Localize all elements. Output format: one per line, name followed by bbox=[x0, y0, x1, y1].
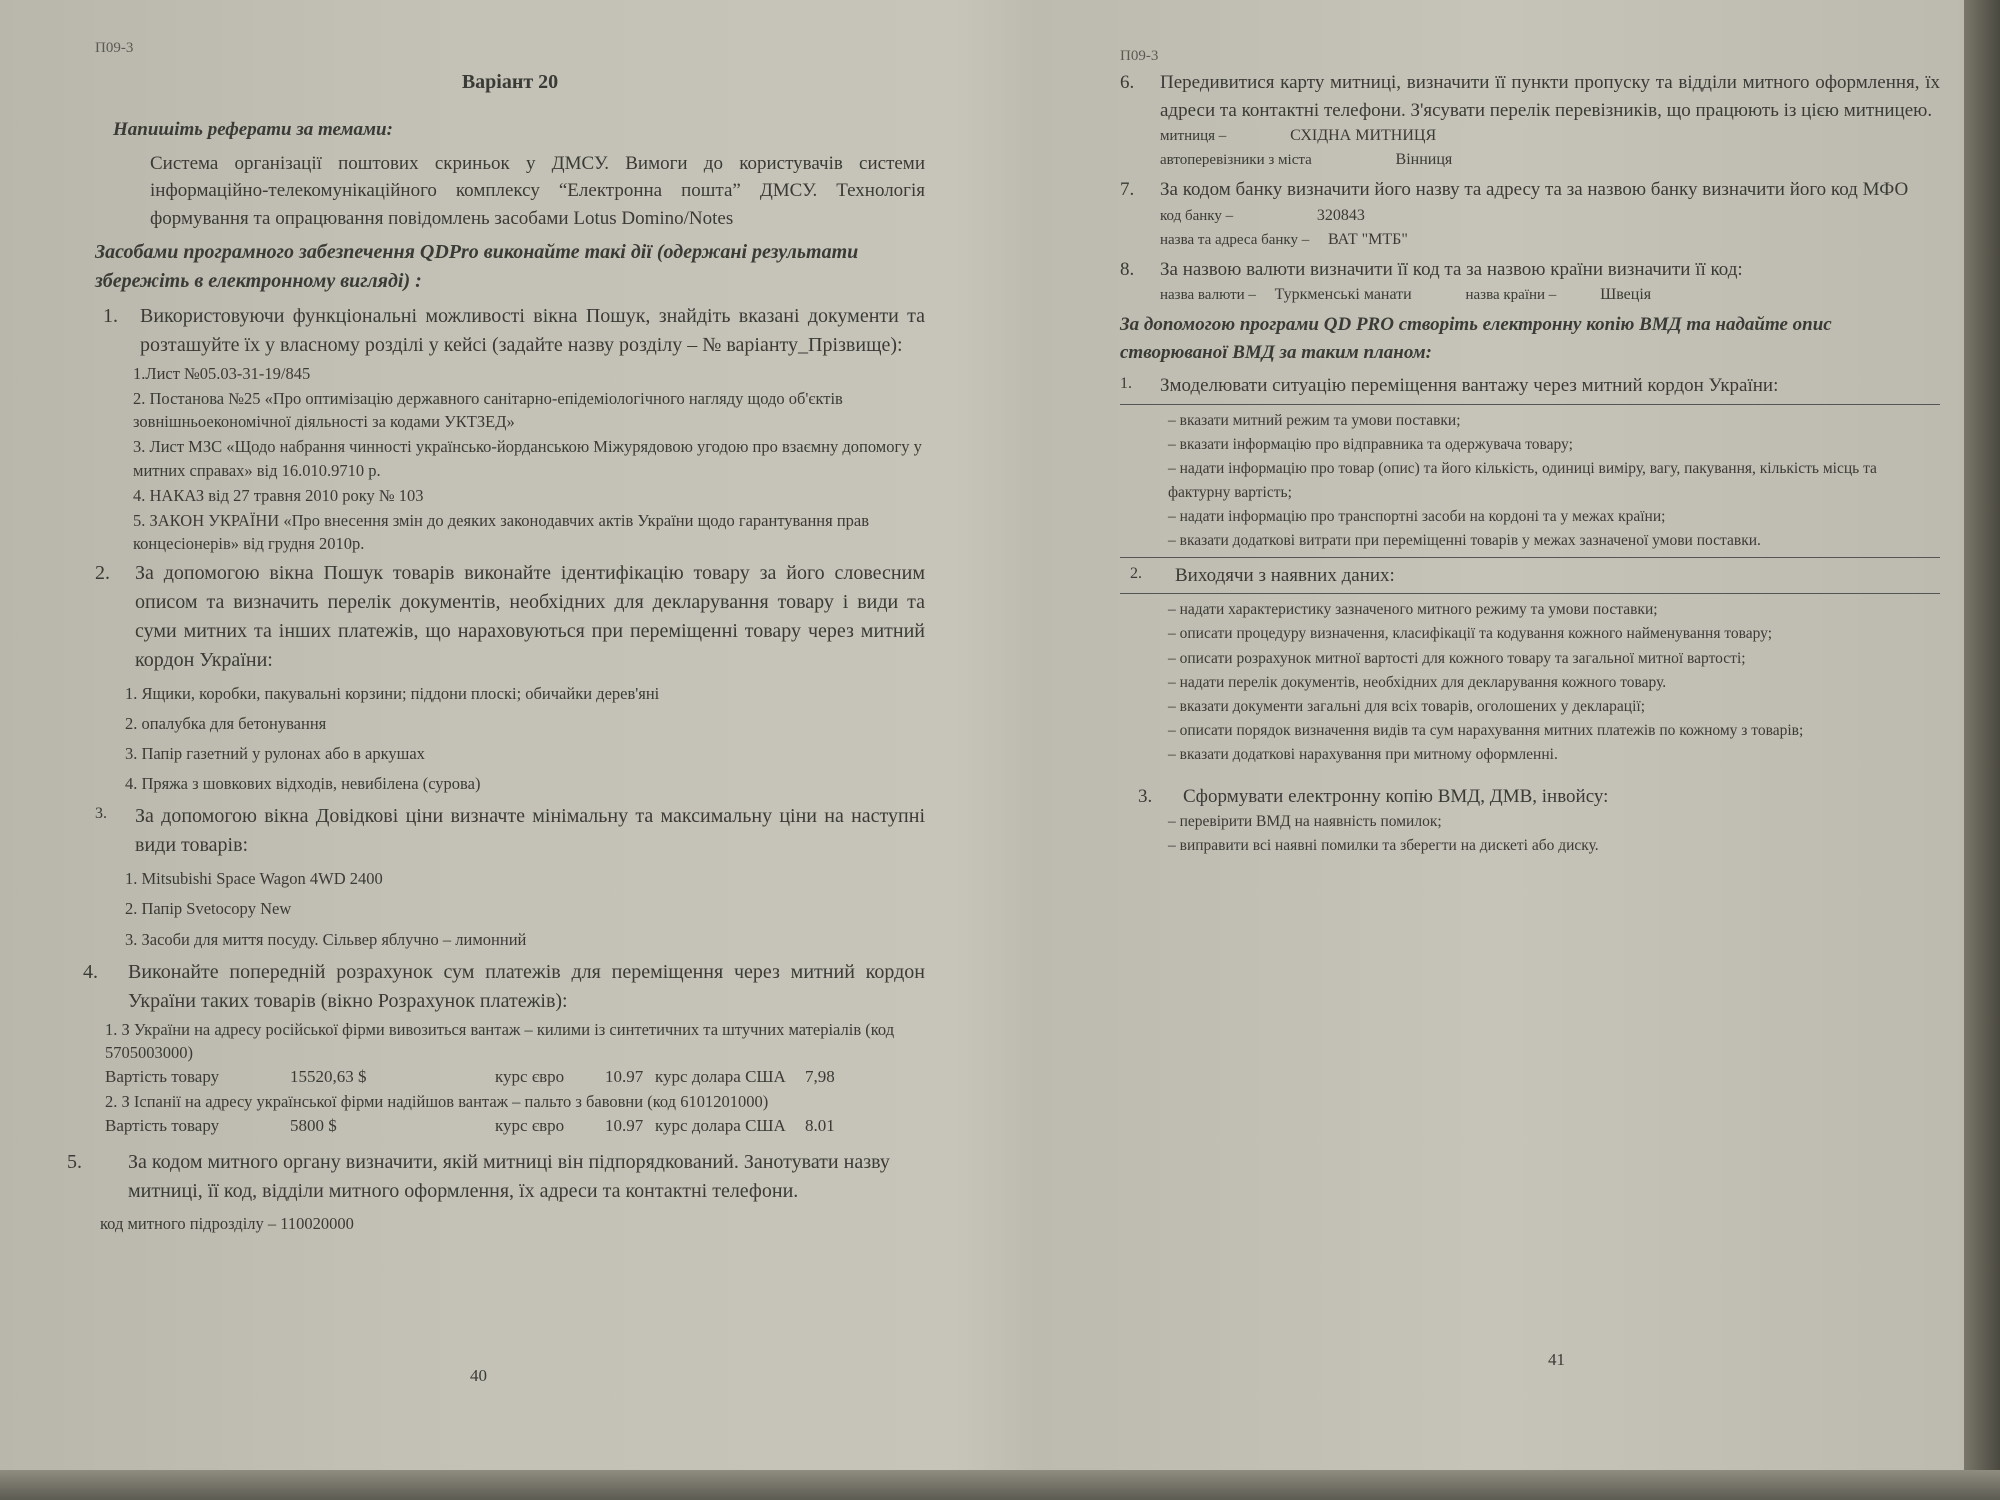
task-number: 6. bbox=[1120, 72, 1135, 93]
euro-rate: 10.97 bbox=[605, 1115, 644, 1135]
task-item-6 bbox=[1120, 69, 1940, 124]
plan-item-3 bbox=[1120, 783, 1940, 811]
euro-rate-label: курс євро bbox=[495, 1115, 565, 1135]
plan-2-point: – вказати документи загальні для всіх товарів, оголошених у декларації; bbox=[1168, 697, 1646, 715]
task-number: 1. bbox=[103, 305, 118, 328]
field-label: назва та адреса банку – bbox=[1160, 231, 1310, 248]
customs-unit-code: код митного підрозділу – 110020000 bbox=[100, 1213, 354, 1233]
divider bbox=[1120, 404, 1940, 405]
page-code: П09-3 bbox=[1120, 48, 1159, 64]
divider bbox=[1120, 593, 1940, 594]
page-number: 40 bbox=[470, 1366, 487, 1385]
plan-number: 1. bbox=[1120, 375, 1132, 393]
form-field bbox=[1160, 228, 1940, 252]
task-number: 4. bbox=[83, 960, 98, 983]
task-text: Використовуючи функціональні можливості вікна Пошук, знайдіть вказані документи та розташуйте їх у власному розділі у кейсі (задайте назву розділу – № варіанту_Прізвище): bbox=[140, 305, 925, 357]
plan-item-2 bbox=[1120, 562, 1940, 590]
field-value: Туркменські манати bbox=[1274, 286, 1412, 304]
plan-number: 3. bbox=[1138, 785, 1153, 807]
task-text: За допомогою вікна Довідкові ціни визначте мінімальну та максимальну ціни на наступні види товарів: bbox=[135, 805, 925, 857]
right-page bbox=[1120, 48, 1940, 858]
field-value: 320843 bbox=[1316, 206, 1365, 224]
field-value: ВАТ "МТБ" bbox=[1328, 230, 1408, 248]
plan-item-1 bbox=[1120, 372, 1940, 400]
qdpro-heading: Засобами програмного забезпечення QDPro виконайте такі дії (одержані результати збережіть в електронному вигляді) : bbox=[95, 241, 859, 293]
task-item-1 bbox=[95, 302, 925, 360]
book-page-edge bbox=[1964, 0, 2000, 1500]
euro-rate-label: курс євро bbox=[495, 1066, 565, 1086]
page-number: 41 bbox=[1548, 1350, 1565, 1369]
divider bbox=[1120, 557, 1940, 558]
form-field bbox=[1160, 283, 1940, 307]
form-field bbox=[1160, 124, 1940, 148]
field-label: автоперевізники з міста bbox=[1160, 152, 1312, 169]
plan-2-point: – описати порядок визначення видів та сум нарахування митних платежів по кожному з товарів; bbox=[1168, 721, 1804, 739]
task-number: 5. bbox=[67, 1150, 82, 1173]
task-3-subitem: 1. Mitsubishi Space Wagon 4WD 2400 bbox=[125, 869, 383, 889]
task-text: За кодом банку визначити його назву та адресу та за назвою банку визначити його код МФО bbox=[1160, 179, 1909, 201]
plan-2-point: – описати розрахунок митної вартості для кожного товару та загальної митної вартості; bbox=[1168, 649, 1746, 667]
left-page bbox=[67, 40, 925, 1237]
usd-rate: 8.01 bbox=[805, 1115, 835, 1135]
task-2-subitem: 3. Папір газетний у рулонах або в аркушах bbox=[125, 744, 425, 764]
task-text: За назвою валюти визначити її код та за назвою країни визначити її код: bbox=[1160, 258, 1743, 280]
usd-rate: 7,98 bbox=[805, 1066, 835, 1086]
task-item-4 bbox=[83, 958, 925, 1016]
goods-value: 5800 $ bbox=[290, 1115, 337, 1135]
plan-2-point: – надати перелік документів, необхідних для декларування кожного товару. bbox=[1168, 673, 1667, 691]
plan-1-point: – надати інформацію про товар (опис) та його кількість, одиниці виміру, вагу, пакування, кількість місць та фактурну вартість; bbox=[1168, 459, 1877, 501]
task-number: 3. bbox=[95, 805, 107, 823]
variant-title: Варіант 20 bbox=[461, 71, 559, 93]
usd-rate-label: курс долара США bbox=[655, 1066, 786, 1086]
task-2-subitem: 1. Ящики, коробки, пакувальні корзини; піддони плоскі; обичайки дерев'яні bbox=[125, 683, 660, 703]
task-text: Передивитися карту митниці, визначити її пункти пропуску та відділи митного оформлення, їх адреси та контактні телефони. З'ясувати перелік перевізників, що працюють із цією митницею. bbox=[1160, 72, 1940, 121]
task-item-5 bbox=[67, 1148, 925, 1206]
form-field bbox=[1160, 204, 1940, 228]
task-number: 7. bbox=[1120, 179, 1135, 201]
plan-3-point: – перевірити ВМД на наявність помилок; bbox=[1168, 813, 1442, 831]
essays-text: Система організації поштових скриньок у ДМСУ. Вимоги до користувачів системи інформаційно-телекомунікаційного комплексу “Електронна пошта” ДМСУ. Технологія формування та опрацювання повідомлень засобами Lotus Domino/Notes bbox=[150, 152, 925, 229]
payment-row bbox=[105, 1067, 925, 1087]
plan-text: Виходячи з наявних даних: bbox=[1175, 564, 1395, 586]
essays-heading: Напишіть реферати за темами: bbox=[113, 119, 393, 140]
task-2-subitem: 2. опалубка для бетонування bbox=[125, 714, 327, 734]
goods-value-label: Вартість товару bbox=[105, 1066, 220, 1086]
plan-3-point: – виправити всі наявні помилки та зберегти на дискеті або диску. bbox=[1168, 837, 1599, 855]
plan-2-point: – описати процедуру визначення, класифікації та кодування кожного найменування товару; bbox=[1168, 625, 1773, 643]
field-label: назва валюти – bbox=[1160, 287, 1256, 304]
plan-number: 2. bbox=[1130, 564, 1142, 582]
field-value: Швеція bbox=[1600, 286, 1652, 304]
plan-2-point: – надати характеристику зазначеного митного режиму та умови поставки; bbox=[1168, 601, 1658, 619]
goods-value: 15520,63 $ bbox=[290, 1066, 367, 1086]
task-item-2 bbox=[95, 559, 925, 675]
field-label: митниця – bbox=[1160, 128, 1227, 145]
plan-2-point: – вказати додаткові нарахування при митному оформленні. bbox=[1168, 745, 1558, 763]
vmd-heading: За допомогою програми QD PRO створіть електронну копію ВМД та надайте опис створюваної ВМД за таким планом: bbox=[1120, 314, 1832, 363]
field-label: код банку – bbox=[1160, 207, 1234, 224]
task-3-subitem: 2. Папір Svetocopy New bbox=[125, 899, 292, 919]
euro-rate: 10.97 bbox=[605, 1066, 644, 1086]
field-value: Вінниця bbox=[1395, 151, 1453, 169]
task-number: 8. bbox=[1120, 258, 1135, 280]
task-1-subitem: 3. Лист МЗС «Щодо набрання чинності українсько-йорданською Міжурядовою угодою про взаємну допомогу у митних справах» від 16.010.9710 р. bbox=[133, 437, 922, 480]
plan-text: Сформувати електронну копію ВМД, ДМВ, інвойсу: bbox=[1183, 785, 1609, 807]
task-3-subitem: 3. Засоби для миття посуду. Сільвер яблучно – лимонний bbox=[125, 929, 527, 949]
task-item-3 bbox=[95, 802, 925, 860]
plan-text: Змоделювати ситуацію переміщення вантажу через митний кордон України: bbox=[1160, 375, 1779, 397]
plan-1-point: – вказати митний режим та умови поставки; bbox=[1168, 411, 1461, 429]
book-bottom-edge bbox=[0, 1470, 2000, 1500]
task-1-subitem: 2. Постанова №25 «Про оптимізацію державного санітарно-епідеміологічного нагляду щодо об'єктів зовнішньоекономічної діяльності за кодами УКТЗЕД» bbox=[133, 389, 843, 432]
task-2-subitem: 4. Пряжа з шовкових відходів, невибілена (сурова) bbox=[125, 774, 481, 794]
plan-1-point: – вказати додаткові витрати при переміщенні товарів у межах зазначеної умови поставки. bbox=[1168, 531, 1761, 549]
task-4-subitem: 2. З Іспанії на адресу української фірми надійшов вантаж – пальто з бавовни (код 6101201000) bbox=[105, 1091, 769, 1111]
task-4-subitem: 1. З України на адресу російської фірми вивозиться вантаж – килими із синтетичних та штучних матеріалів (код 5705003000) bbox=[105, 1019, 895, 1062]
page-code: П09-3 bbox=[95, 40, 134, 56]
task-item-8 bbox=[1120, 256, 1940, 284]
task-text: За кодом митного органу визначити, якій митниці він підпорядкований. Занотувати назву митниці, її код, відділи митного оформлення, їх адреси та контактні телефони. bbox=[128, 1150, 890, 1202]
task-number: 2. bbox=[95, 561, 110, 584]
task-1-subitem: 4. НАКАЗ від 27 травня 2010 року № 103 bbox=[133, 485, 424, 505]
plan-1-point: – вказати інформацію про відправника та одержувача товару; bbox=[1168, 435, 1573, 453]
task-text: Виконайте попередній розрахунок сум платежів для переміщення через митний кордон України таких товарів (вікно Розрахунок платежів): bbox=[128, 960, 925, 1012]
plan-1-point: – надати інформацію про транспортні засоби на кордоні та у межах країни; bbox=[1168, 507, 1666, 525]
task-1-subitem: 5. ЗАКОН УКРАЇНИ «Про внесення змін до деяких законодавчих актів України щодо гарантування прав концесіонерів» від грудня 2010р. bbox=[133, 510, 870, 553]
field-label: назва країни – bbox=[1465, 287, 1557, 304]
task-1-subitem: 1.Лист №05.03-31-19/845 bbox=[133, 364, 311, 384]
goods-value-label: Вартість товару bbox=[105, 1115, 220, 1135]
usd-rate-label: курс долара США bbox=[655, 1115, 786, 1135]
task-text: За допомогою вікна Пошук товарів виконайте ідентифікацію товару за його словесним описом та визначить перелік документів, необхідних для декларування товару і види та суми митних та інших платежів, що нараховуються при переміщенні товару через митний кордон України: bbox=[135, 561, 925, 671]
task-item-7 bbox=[1120, 176, 1940, 204]
form-field bbox=[1160, 148, 1940, 172]
field-value: СХІДНА МИТНИЦЯ bbox=[1290, 127, 1437, 145]
payment-row bbox=[105, 1116, 925, 1136]
